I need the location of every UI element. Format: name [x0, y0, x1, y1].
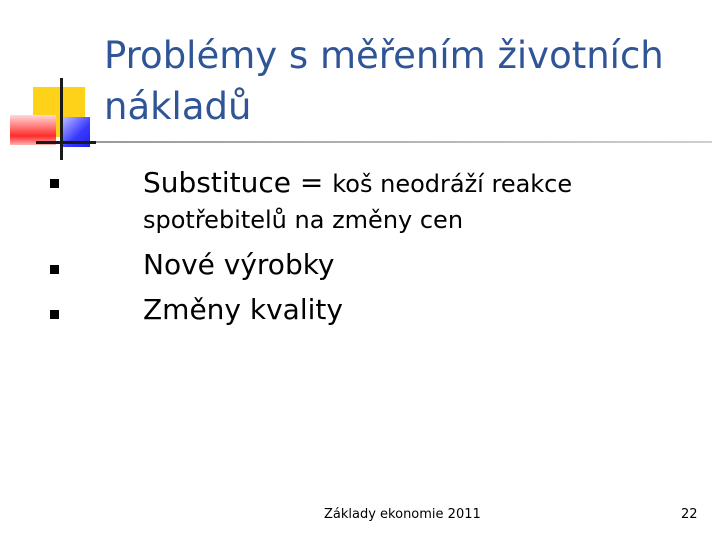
- bullet-item-quality-changes: Změny kvality: [143, 293, 343, 326]
- title-underline: [96, 141, 712, 143]
- slide-number: 22: [681, 507, 698, 522]
- slide-footer: Základy ekonomie 2011: [324, 507, 481, 522]
- bullet-item-new-products: Nové výrobky: [143, 248, 335, 281]
- bullet-text: Substituce =: [143, 166, 333, 199]
- bullet-text-small: koš neodráží reakce: [332, 170, 573, 198]
- bullet-continuation: spotřebitelů na změny cen: [143, 206, 464, 234]
- bullet-marker: [50, 179, 59, 188]
- bullet-marker: [50, 310, 59, 319]
- decor-horizontal-line-dark: [36, 141, 96, 144]
- bullet-item-substitution: [143, 166, 572, 201]
- bullet-marker: [50, 265, 59, 274]
- slide-title: Problémy s měřením životních nákladů: [104, 34, 664, 128]
- decor-vertical-line: [60, 78, 63, 160]
